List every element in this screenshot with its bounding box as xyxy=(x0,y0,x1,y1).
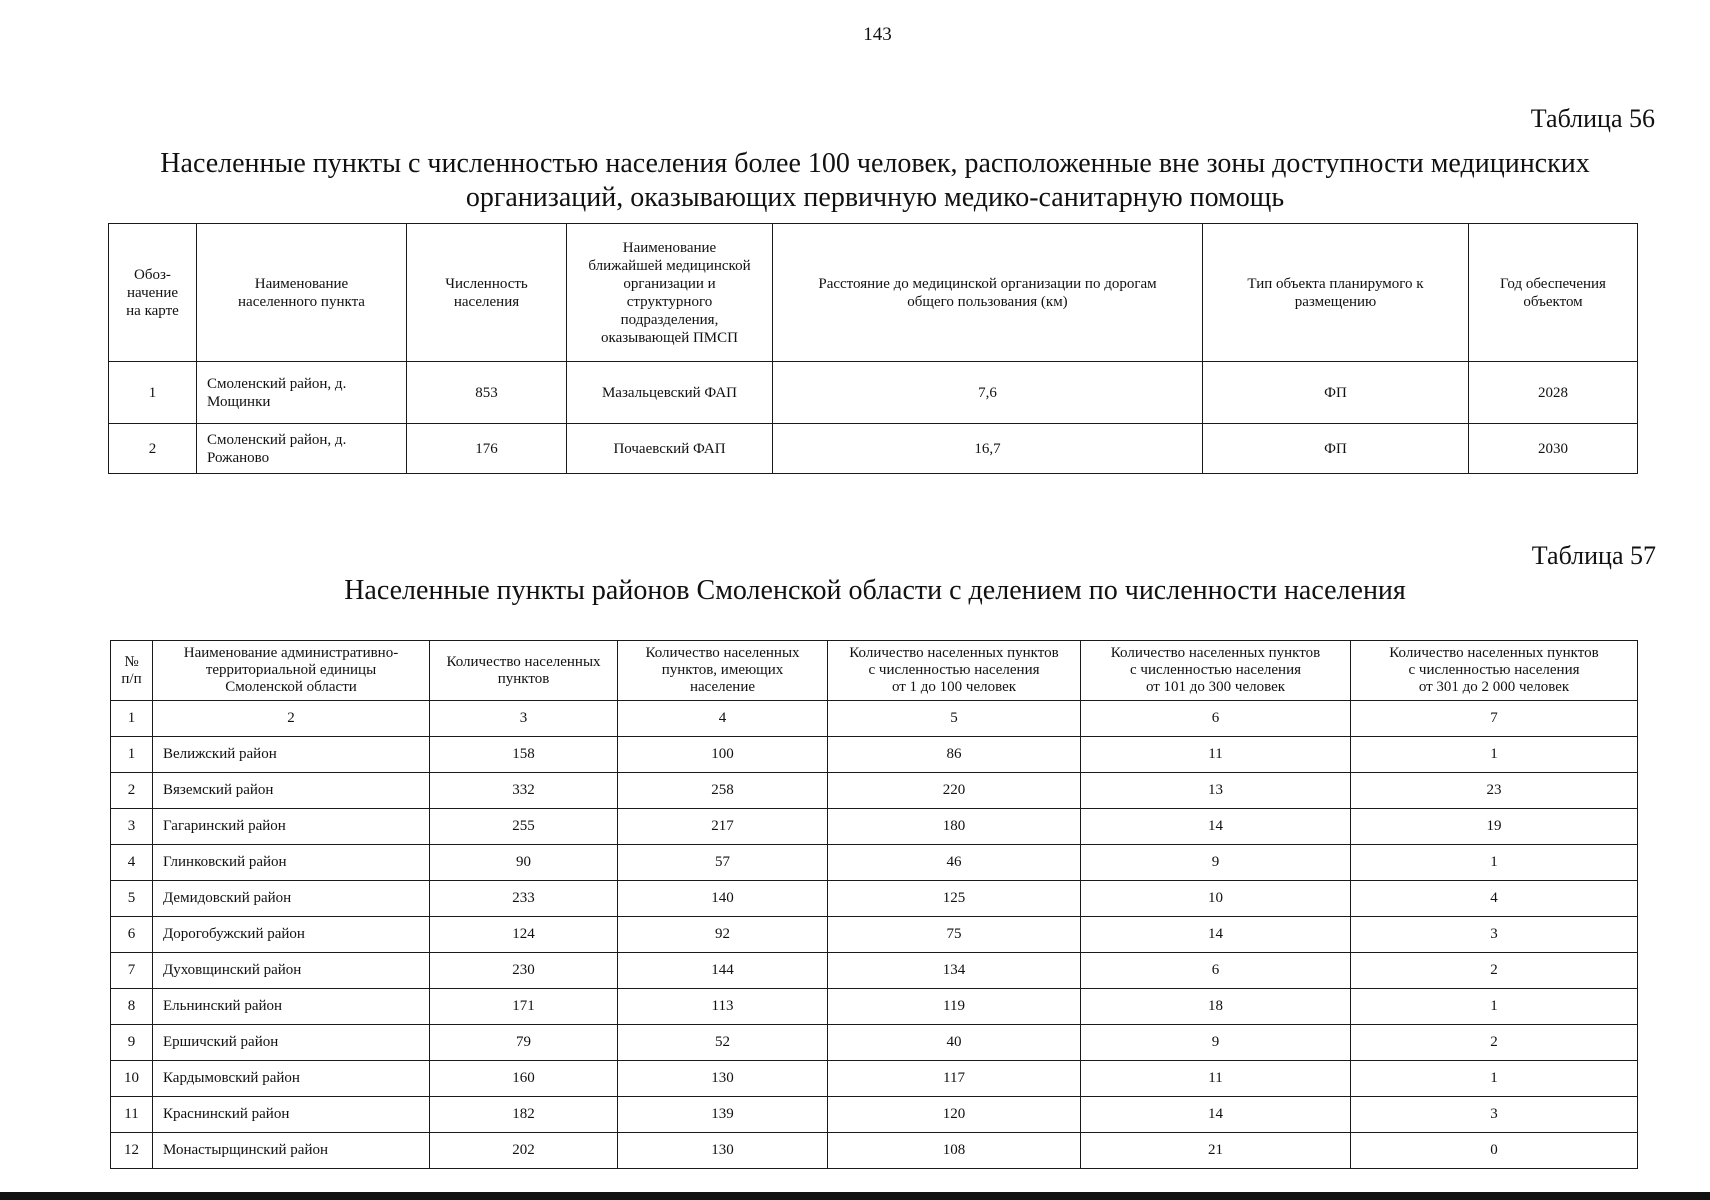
table-57-cell: 14 xyxy=(1081,917,1351,953)
table-56-cell: ФП xyxy=(1203,362,1469,424)
table-57-cell: 255 xyxy=(430,809,618,845)
table-57-cell: 182 xyxy=(430,1097,618,1133)
table-57-cell: Дорогобужский район xyxy=(153,917,430,953)
table-57-cell: 117 xyxy=(828,1061,1081,1097)
table-57-cell: 14 xyxy=(1081,1097,1351,1133)
table-57-cell: 1 xyxy=(1351,1061,1638,1097)
table-57-column-number: 7 xyxy=(1351,701,1638,737)
table-57-cell: 120 xyxy=(828,1097,1081,1133)
table-56-row xyxy=(109,424,1638,474)
table-57-cell: 1 xyxy=(1351,989,1638,1025)
table-57-cell: Краснинский район xyxy=(153,1097,430,1133)
table-57-cell: 258 xyxy=(618,773,828,809)
table-57-cell: 119 xyxy=(828,989,1081,1025)
table-57-cell: Ершичский район xyxy=(153,1025,430,1061)
table-56-cell: 176 xyxy=(407,424,567,474)
table-57-row xyxy=(111,953,1638,989)
table-57-cell: 130 xyxy=(618,1133,828,1169)
table-57-cell: 100 xyxy=(618,737,828,773)
table-57-cell: 90 xyxy=(430,845,618,881)
table-56-header-cell: Численность населения xyxy=(407,224,567,362)
table-56-header-cell: Наименование населенного пункта xyxy=(197,224,407,362)
table-57-cell: 124 xyxy=(430,917,618,953)
table-56-cell: Мазальцевский ФАП xyxy=(567,362,773,424)
table-57-row xyxy=(111,1061,1638,1097)
table-57-cell: 160 xyxy=(430,1061,618,1097)
table-57-cell: 46 xyxy=(828,845,1081,881)
table-57-row xyxy=(111,917,1638,953)
table-57-cell: 233 xyxy=(430,881,618,917)
table-57-cell: 217 xyxy=(618,809,828,845)
table-57-cell: 125 xyxy=(828,881,1081,917)
table-57-header-row xyxy=(111,641,1638,701)
table-56-cell: Смоленский район, д. Рожаново xyxy=(197,424,407,474)
table-57-cell: 202 xyxy=(430,1133,618,1169)
table-57-cell: 140 xyxy=(618,881,828,917)
table-57-column-number: 6 xyxy=(1081,701,1351,737)
table-57-column-number: 4 xyxy=(618,701,828,737)
table-57-cell: 13 xyxy=(1081,773,1351,809)
table-57-column-number: 2 xyxy=(153,701,430,737)
table-57-cell: 2 xyxy=(111,773,153,809)
table-57-row xyxy=(111,773,1638,809)
table-57-cell: 11 xyxy=(111,1097,153,1133)
table-57-cell: 134 xyxy=(828,953,1081,989)
table-57-cell: 10 xyxy=(111,1061,153,1097)
table-57-cell: Демидовский район xyxy=(153,881,430,917)
table-57-cell: 9 xyxy=(111,1025,153,1061)
table-56-cell: 2028 xyxy=(1469,362,1638,424)
table-57-header-cell: Количество населенных пунктов, имеющих население xyxy=(618,641,828,701)
table-57-cell: 2 xyxy=(1351,953,1638,989)
table-57-cell: 23 xyxy=(1351,773,1638,809)
table-57-title: Населенные пункты районов Смоленской области с делением по численности населения xyxy=(344,575,1406,606)
table-57-cell: 220 xyxy=(828,773,1081,809)
table-57-row xyxy=(111,737,1638,773)
table-57-cell: 14 xyxy=(1081,809,1351,845)
table-57-header-cell: Количество населенных пунктов с численностью населения от 301 до 2 000 человек xyxy=(1351,641,1638,701)
table-57-cell: 113 xyxy=(618,989,828,1025)
table-57-cell: Гагаринский район xyxy=(153,809,430,845)
table-57-cell: 19 xyxy=(1351,809,1638,845)
table-57-header-cell: Количество населенных пунктов с численностью населения от 101 до 300 человек xyxy=(1081,641,1351,701)
table-56-header-cell: Год обеспечения объектом xyxy=(1469,224,1638,362)
table-57-cell: 4 xyxy=(1351,881,1638,917)
table-57-cell: 9 xyxy=(1081,1025,1351,1061)
page-number: 143 xyxy=(863,24,892,45)
table-57-cell: 230 xyxy=(430,953,618,989)
table-57-header-cell: Количество населенных пунктов xyxy=(430,641,618,701)
table-57-cell: 21 xyxy=(1081,1133,1351,1169)
table-57-row xyxy=(111,845,1638,881)
table-57-cell: 1 xyxy=(1351,737,1638,773)
table-56-header-cell: Тип объекта планирумого к размещению xyxy=(1203,224,1469,362)
table-57-cell: 332 xyxy=(430,773,618,809)
table-57-column-number: 3 xyxy=(430,701,618,737)
table-57-row xyxy=(111,881,1638,917)
table-57-cell: 144 xyxy=(618,953,828,989)
table-57-cell: 6 xyxy=(1081,953,1351,989)
table-57 xyxy=(110,640,1638,1169)
table-57-cell: 1 xyxy=(111,737,153,773)
table-57-label: Таблица 57 xyxy=(1531,541,1656,570)
table-56-header-cell: Обоз- начение на карте xyxy=(109,224,197,362)
table-56-cell: 16,7 xyxy=(773,424,1203,474)
table-56-label: Таблица 56 xyxy=(1530,104,1655,133)
table-57-cell: 86 xyxy=(828,737,1081,773)
table-56-row xyxy=(109,362,1638,424)
table-57-cell: Ельнинский район xyxy=(153,989,430,1025)
table-56-header-cell: Расстояние до медицинской организации по дорогам общего пользования (км) xyxy=(773,224,1203,362)
table-57-cell: 130 xyxy=(618,1061,828,1097)
table-56-cell: 1 xyxy=(109,362,197,424)
table-57-cell: 4 xyxy=(111,845,153,881)
table-57-cell: Вяземский район xyxy=(153,773,430,809)
table-57-cell: 108 xyxy=(828,1133,1081,1169)
table-57-cell: Велижский район xyxy=(153,737,430,773)
table-57-row xyxy=(111,1097,1638,1133)
table-57-header-cell: Наименование административно- территориальной единицы Смоленской области xyxy=(153,641,430,701)
table-57-header-cell: № п/п xyxy=(111,641,153,701)
table-57-cell: Кардымовский район xyxy=(153,1061,430,1097)
table-57-cell: 2 xyxy=(1351,1025,1638,1061)
table-57-cell: 5 xyxy=(111,881,153,917)
table-57-cell: 52 xyxy=(618,1025,828,1061)
table-57-cell: Духовщинский район xyxy=(153,953,430,989)
table-56-body xyxy=(109,362,1638,474)
table-56-cell: 853 xyxy=(407,362,567,424)
table-56-header-row xyxy=(109,224,1638,362)
table-57-cell: Монастырщинский район xyxy=(153,1133,430,1169)
table-57-column-number: 5 xyxy=(828,701,1081,737)
table-57-cell: 171 xyxy=(430,989,618,1025)
table-57-cell: 92 xyxy=(618,917,828,953)
table-57-row xyxy=(111,809,1638,845)
table-57-cell: 57 xyxy=(618,845,828,881)
table-57-cell: 3 xyxy=(1351,917,1638,953)
table-57-row xyxy=(111,1025,1638,1061)
table-57-cell: 6 xyxy=(111,917,153,953)
scan-bottom-edge xyxy=(0,1192,1710,1200)
table-57-cell: 139 xyxy=(618,1097,828,1133)
table-57-cell: 10 xyxy=(1081,881,1351,917)
table-56-cell: 2 xyxy=(109,424,197,474)
table-57-cell: 1 xyxy=(1351,845,1638,881)
table-56-cell: ФП xyxy=(1203,424,1469,474)
table-57-cell: Глинковский район xyxy=(153,845,430,881)
table-56-header-cell: Наименование ближайшей медицинской организации и структурного подразделения, оказывающей ПМСП xyxy=(567,224,773,362)
table-57-cell: 0 xyxy=(1351,1133,1638,1169)
table-56 xyxy=(108,223,1638,474)
table-56-cell: 7,6 xyxy=(773,362,1203,424)
table-57-row xyxy=(111,1133,1638,1169)
table-57-cell: 18 xyxy=(1081,989,1351,1025)
table-57-cell: 7 xyxy=(111,953,153,989)
table-57-cell: 79 xyxy=(430,1025,618,1061)
table-57-header-cell: Количество населенных пунктов с численностью населения от 1 до 100 человек xyxy=(828,641,1081,701)
table-56-cell: 2030 xyxy=(1469,424,1638,474)
table-57-cell: 40 xyxy=(828,1025,1081,1061)
table-56-title: Населенные пункты с численностью населения более 100 человек, расположенные вне зоны доступности медицинских организаций, оказывающих первичную медико-санитарную помощь xyxy=(160,148,1590,213)
table-57-cell: 9 xyxy=(1081,845,1351,881)
table-57-cell: 180 xyxy=(828,809,1081,845)
table-56-cell: Смоленский район, д. Мощинки xyxy=(197,362,407,424)
table-57-column-numbers-row xyxy=(111,701,1638,737)
table-57-row xyxy=(111,989,1638,1025)
table-57-cell: 158 xyxy=(430,737,618,773)
table-57-cell: 3 xyxy=(1351,1097,1638,1133)
table-57-cell: 8 xyxy=(111,989,153,1025)
table-56-cell: Почаевский ФАП xyxy=(567,424,773,474)
table-57-cell: 12 xyxy=(111,1133,153,1169)
table-57-column-number: 1 xyxy=(111,701,153,737)
table-57-cell: 11 xyxy=(1081,1061,1351,1097)
table-57-cell: 75 xyxy=(828,917,1081,953)
table-57-cell: 3 xyxy=(111,809,153,845)
table-57-cell: 11 xyxy=(1081,737,1351,773)
table-57-body xyxy=(111,737,1638,1169)
